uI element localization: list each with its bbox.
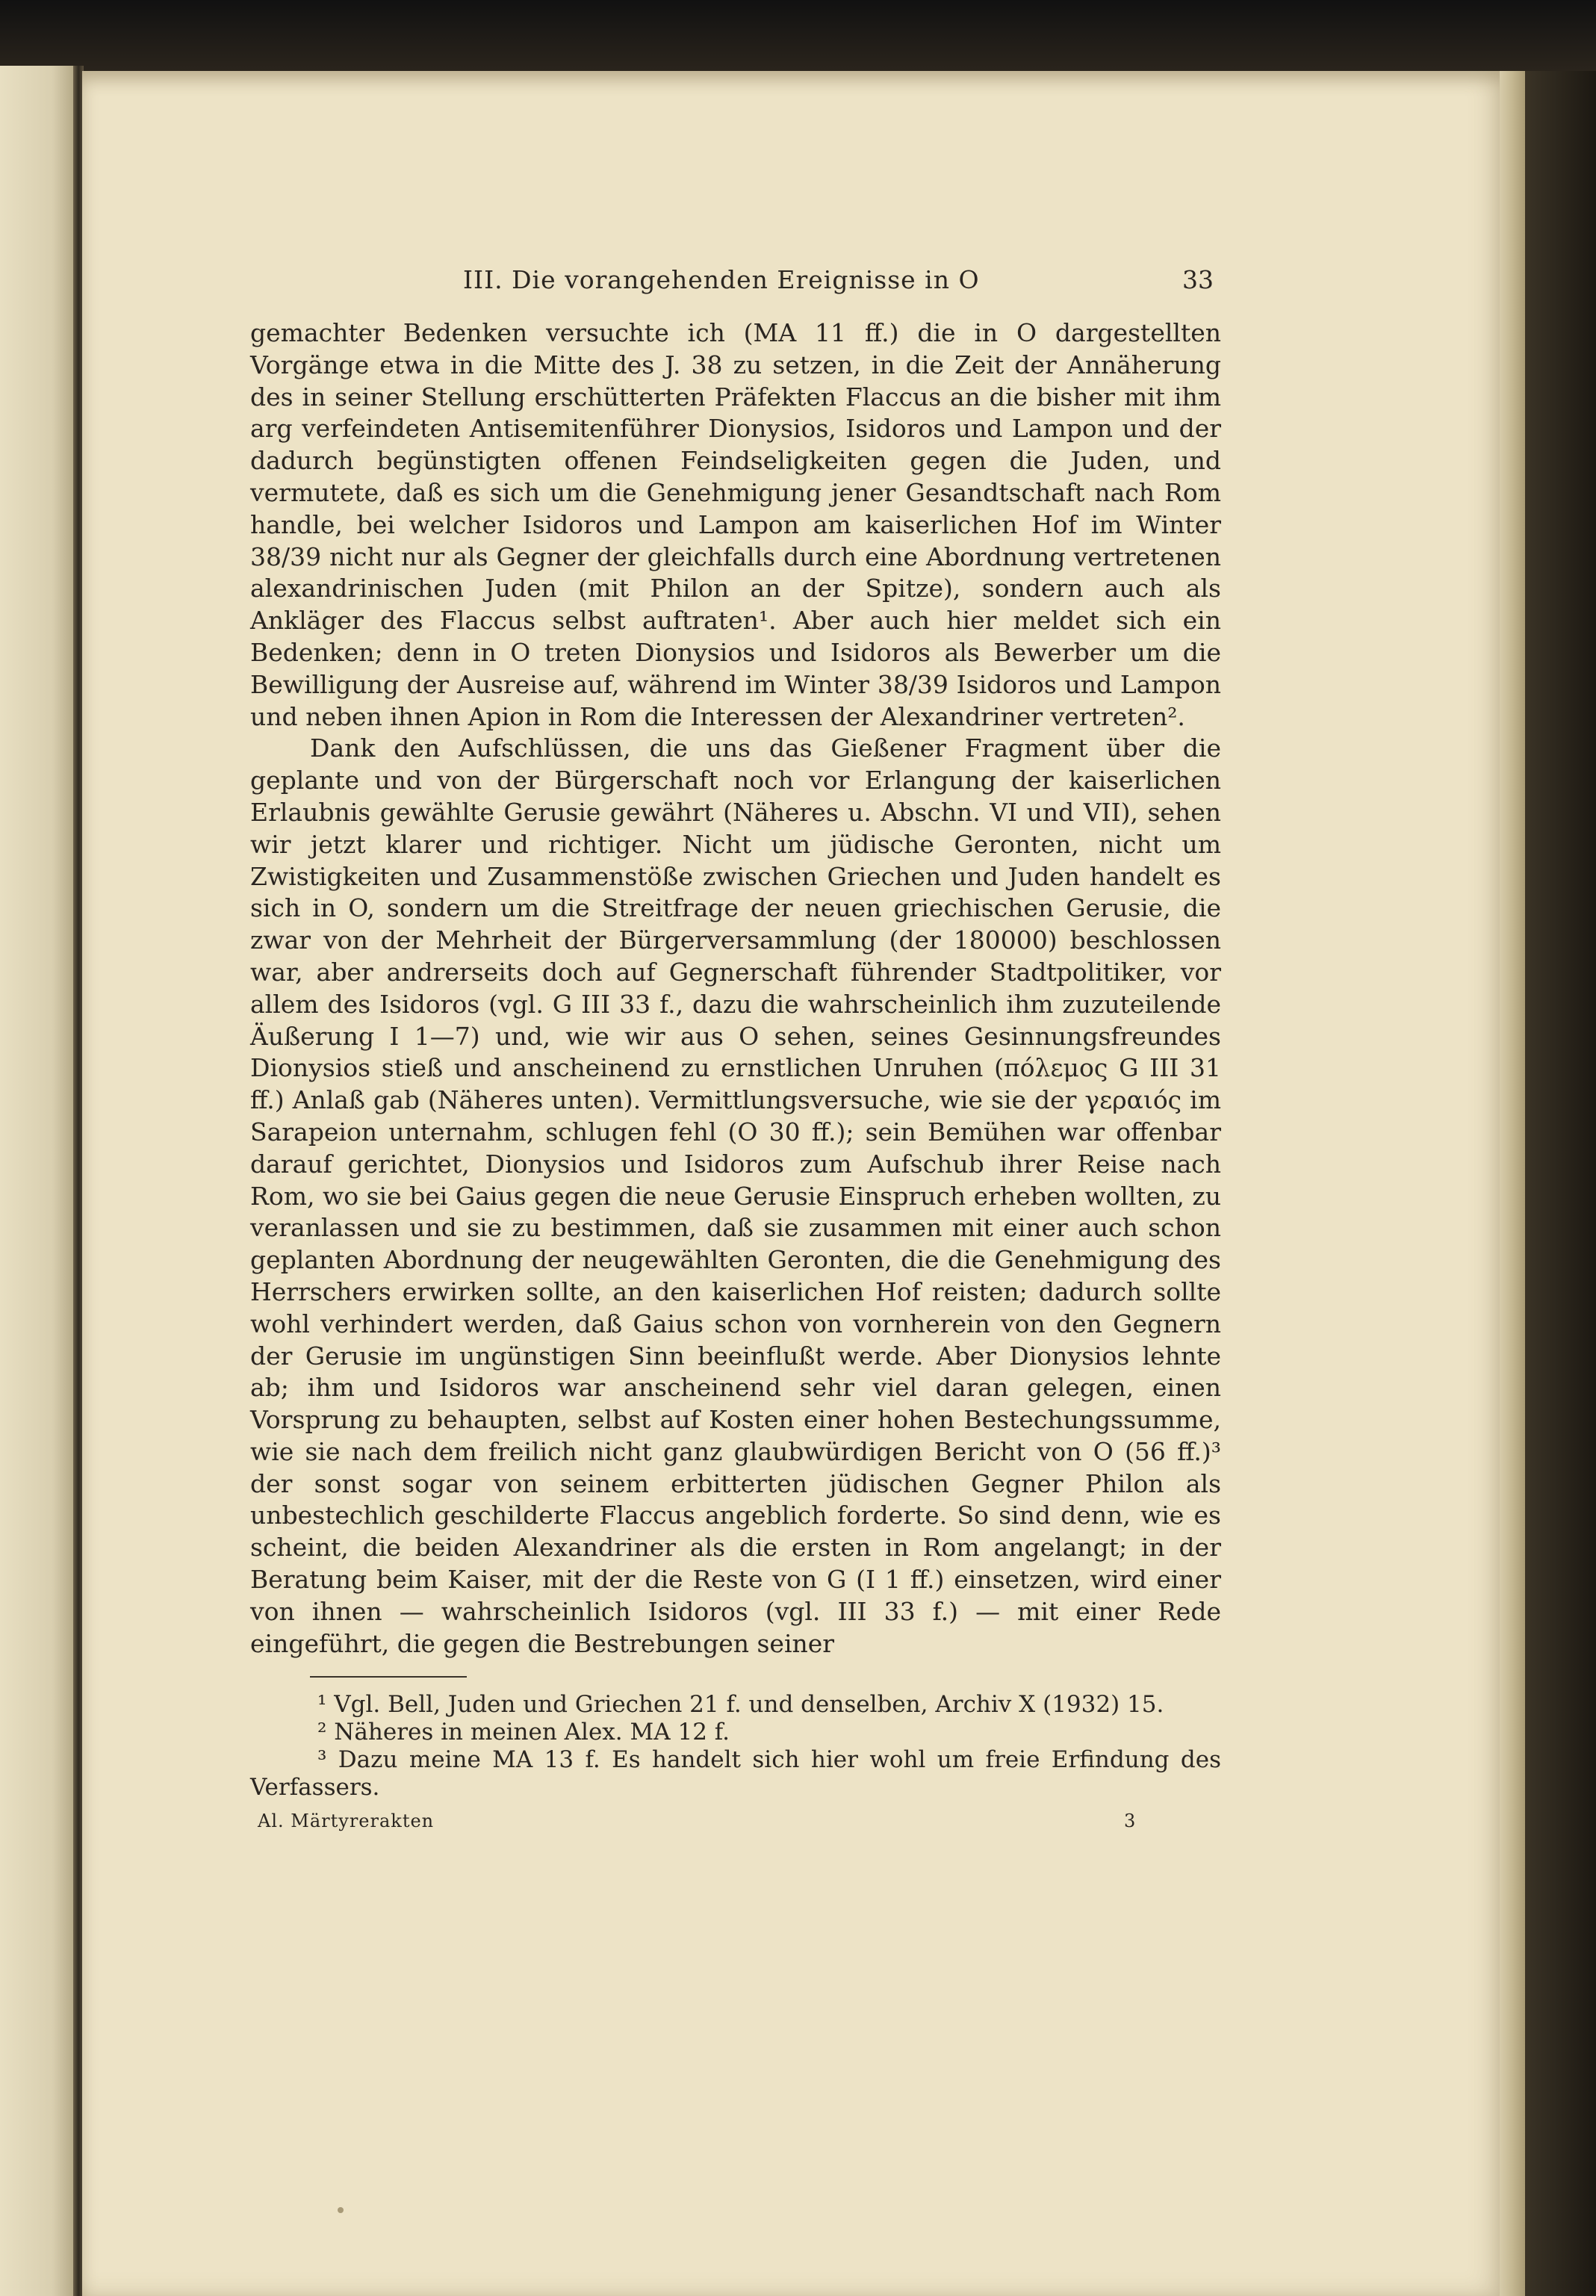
body-paragraph-1: gemachter Bedenken versuchte ich (MA 11 ff.) die in O dargestellten Vorgänge etwa in die Mitte des J. 38 zu setzen, in die Zeit der Annäherung des in seiner Stellung erschütterten Präfekten Flaccus an die bisher mit ihm arg verfeindeten Antisemitenführer Dionysios, Isidoros und Lampon und der dadurch begünstigten offenen Feindseligkeiten gegen die Juden, und vermutete, daß es sich um die Genehmigung jener Gesandtschaft nach Rom handle, bei welcher Isidoros und Lampon am kaiserlichen Hof im Winter 38/39 nicht nur als Gegner der gleichfalls durch eine Abordnung vertretenen alexandrinischen Juden (mit Philon an der Spitze), sondern auch als Ankläger des Flaccus selbst auftraten¹. Aber auch hier meldet sich ein Bedenken; denn in O treten Dionysios und Isidoros als Bewerber um die Bewilligung der Ausreise auf, während im Winter 38/39 Isidoros und Lampon und neben ihnen Apion in Rom die Interessen der Alexandriner vertreten². — [250, 318, 1221, 731]
signature-title: Al. Märtyrerakten — [258, 1811, 435, 1832]
paper-spot — [338, 2207, 344, 2213]
page-number: 33 — [1182, 265, 1214, 294]
facing-page-edge — [0, 66, 75, 2296]
body-paragraph-2: Dank den Aufschlüssen, die uns das Gießener Fragment über die geplante und von der Bürgerschaft noch vor Erlangung der kaiserlichen Erlaubnis gewählte Gerusie gewährt (Näheres u. Abschn. VI und VII), sehen wir jetzt klarer und richtiger. Nicht um jüdische Geronten, nicht um Zwistigkeiten und Zusammenstöße zwischen Griechen und Juden handelt es sich in O, sondern um die Streitfrage der neuen griechischen Gerusie, die zwar von der Mehrheit der Bürgerversammlung (der 180000) beschlossen war, aber andrerseits doch auf Gegnerschaft führender Stadtpolitiker, vor allem des Isidoros (vgl. G III 33 f., dazu die wahrscheinlich ihm zuzuteilende Äußerung I 1—7) und, wie wir aus O sehen, seines Gesinnungsfreundes Dionysios stieß und anscheinend zu ernstlichen Unruhen (πόλεμος G III 31 ff.) Anlaß gab (Näheres unten). Vermittlungsversuche, wie sie der γεραιός im Sarapeion unternahm, schlugen fehl (O 30 ff.); sein Bemühen war offenbar darauf gerichtet, Dionysios und Isidoros zum Aufschub ihrer Reise nach Rom, wo sie bei Gaius gegen die neue Gerusie Einspruch erheben wollten, zu veranlassen und sie zu bestimmen, daß sie zusammen mit einer auch schon geplanten Abordnung der neugewählten Geronten, die die Genehmigung des Herrschers erwirken sollte, an den kaiserlichen Hof reisten; dadurch sollte wohl verhindert werden, daß Gaius schon von vornherein von den Gegnern der Gerusie im ungünstigen Sinn beeinflußt werde. Aber Dionysios lehnte ab; ihm und Isidoros war anscheinend sehr viel daran gelegen, einen Vorsprung zu behaupten, selbst auf Kosten einer hohen Bestechungssumme, wie sie nach dem freilich nicht ganz glaubwürdigen Bericht von O (56 ff.)³ der sonst sogar von seinem erbitterten jüdischen Gegner Philon als unbestechlich geschilderte Flaccus angeblich forderte. So sind denn, wie es scheint, die beiden Alexandriner als die ersten in Rom angelangt; in der Beratung beim Kaiser, mit der die Reste von G (I 1 ff.) einsetzen, wird einer von ihnen — wahrscheinlich Isidoros (vgl. III 33 f.) — mit einer Rede eingeführt, die gegen die Bestrebungen seiner — [250, 733, 1221, 1658]
footnote-1: ¹ Vgl. Bell, Juden und Griechen 21 f. und denselben, Archiv X (1932) 15. — [317, 1691, 1164, 1719]
running-head — [250, 265, 1221, 317]
signature-number: 3 — [1124, 1811, 1137, 1832]
footnote-2: ² Näheres in meinen Alex. MA 12 f. — [317, 1719, 730, 1746]
running-head-title: III. Die vorangehenden Ereignisse in O — [463, 265, 980, 294]
scan-background-top — [0, 0, 1596, 71]
footnote-3: ³ Dazu meine MA 13 f. Es handelt sich hier wohl um freie Erfindung des Verfassers. — [250, 1746, 1221, 1802]
footnote-rule — [310, 1676, 467, 1678]
page-stack-edge — [1500, 71, 1525, 2296]
printer-signature — [250, 1811, 1221, 1848]
page-text — [250, 265, 1221, 1848]
scan-background-right — [1525, 71, 1596, 2296]
